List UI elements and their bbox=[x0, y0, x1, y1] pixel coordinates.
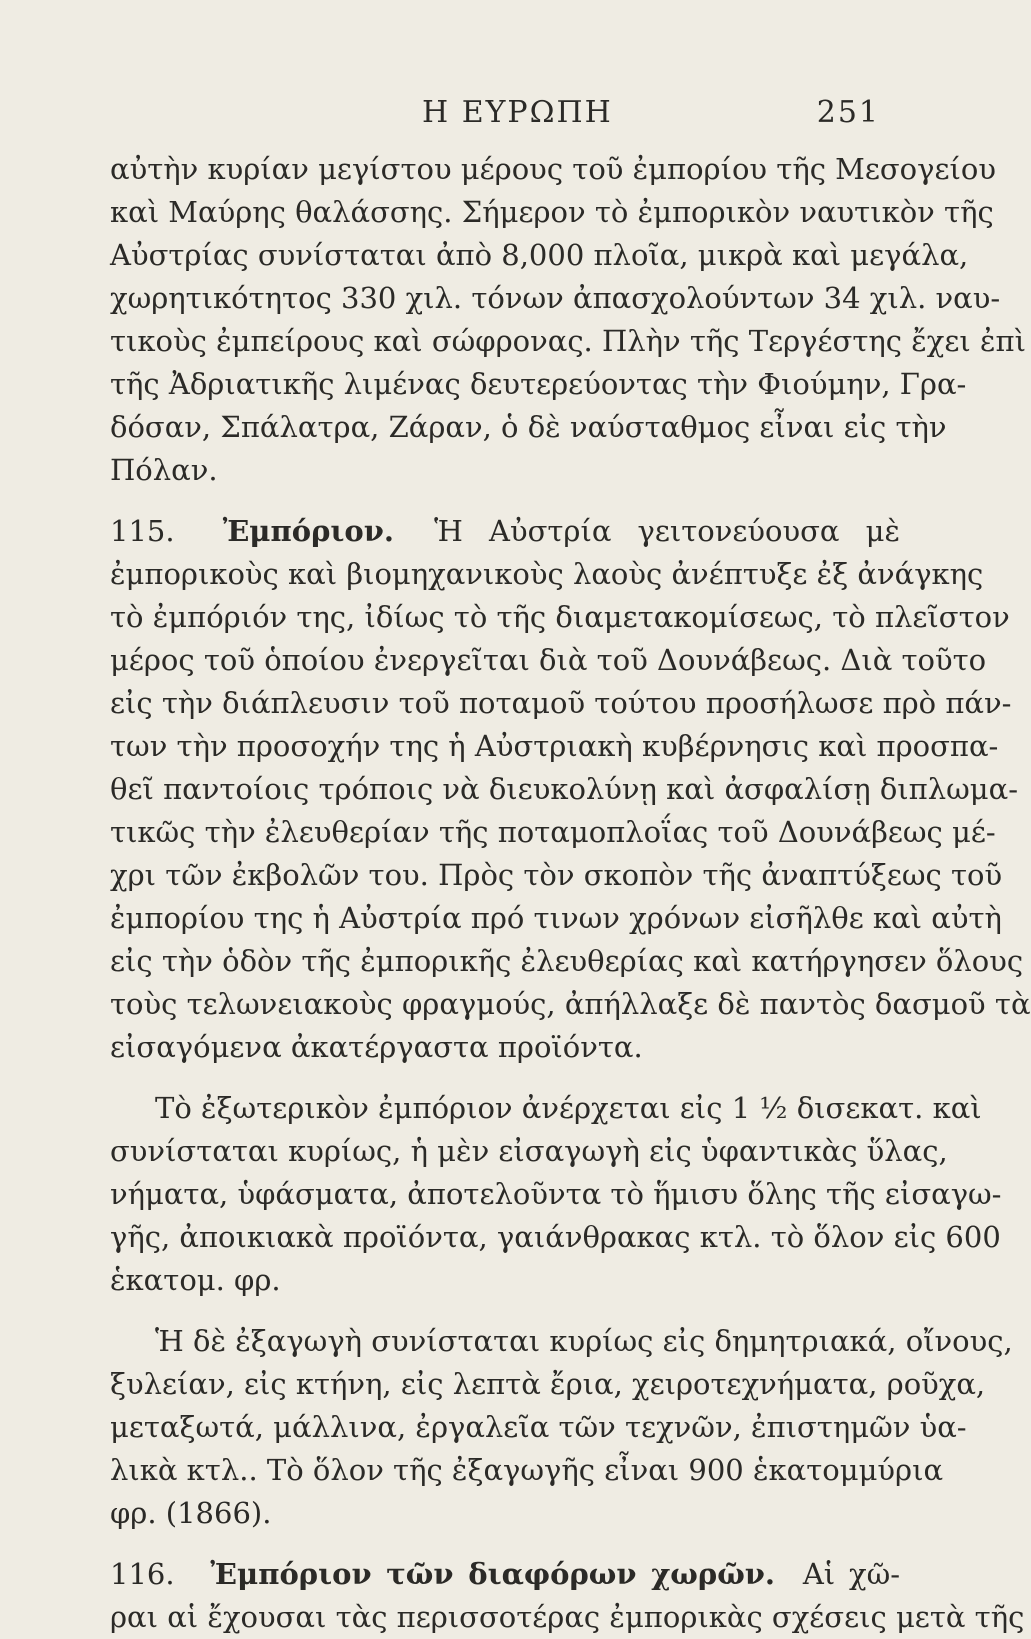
section-title: Ἐμπόριον τῶν διαφόρων χωρῶν. bbox=[210, 1557, 776, 1591]
text-line: ξυλείαν, εἰς κτήνη, εἰς λεπτὰ ἔρια, χειροτεχνήματα, ροῦχα, bbox=[110, 1367, 986, 1401]
text-line: εἰσαγόμενα ἀκατέργαστα προϊόντα. bbox=[110, 1030, 643, 1064]
text-line: καὶ Μαύρης θαλάσσης. Σήμερον τὸ ἐμπορικὸν ναυτικὸν τῆς bbox=[110, 195, 994, 229]
paragraph-gap bbox=[110, 1069, 900, 1087]
section-first-line-text: Αἱ χῶ- bbox=[802, 1557, 901, 1591]
text-line: τικῶς τὴν ἐλευθερίαν τῆς ποταμοπλοΐας τοῦ Δουνάβεως μέ- bbox=[110, 815, 996, 849]
text-line: τικοὺς ἐμπείρους καὶ σώφρονας. Πλὴν τῆς Τεργέστης ἔχει ἐπὶ bbox=[110, 324, 1026, 358]
section-number: 116. bbox=[110, 1557, 175, 1591]
text-line: τῆς Ἀδριατικῆς λιμένας δευτερεύοντας τὴν Φιούμην, Γρα- bbox=[110, 367, 967, 401]
text-line: νήματα, ὑφάσματα, ἀποτελοῦντα τὸ ἥμισυ ὅλης τῆς εἰσαγω- bbox=[110, 1177, 1002, 1211]
paragraph-gap bbox=[110, 492, 900, 510]
text-line: γῆς, ἀποικιακὰ προϊόντα, γαιάνθρακας κτλ. τὸ ὅλον εἰς 600 bbox=[110, 1220, 1001, 1254]
text-line: φρ. (1866). bbox=[110, 1496, 272, 1530]
section-first-line-text: Ἡ Αὐστρία γειτονεύουσα μὲ bbox=[434, 514, 901, 548]
text-line: Τὸ ἐξωτερικὸν ἐμπόριον ἀνέρχεται εἰς 1 ½ δισεκατ. καὶ bbox=[155, 1091, 982, 1125]
text-line: εἰς τὴν διάπλευσιν τοῦ ποταμοῦ τούτου προσήλωσε πρὸ πάν- bbox=[110, 686, 1012, 720]
section-heading-line bbox=[110, 510, 900, 553]
text-line: ἑκατομ. φρ. bbox=[110, 1263, 281, 1297]
page-number: 251 bbox=[816, 95, 880, 130]
text-line: τοὺς τελωνειακοὺς φραγμούς, ἀπήλλαξε δὲ παντὸς δασμοῦ τὰ bbox=[110, 987, 1031, 1021]
text-line: Ἡ δὲ ἐξαγωγὴ συνίσταται κυρίως εἰς δημητριακά, οἴνους, bbox=[155, 1324, 1013, 1358]
paragraph-1 bbox=[110, 148, 1026, 492]
text-line: Αὐστρίας συνίσταται ἀπὸ 8,000 πλοῖα, μικρὰ καὶ μεγάλα, bbox=[110, 238, 969, 272]
section-116 bbox=[110, 1553, 1025, 1639]
text-line: αὐτὴν κυρίαν μεγίστου μέρους τοῦ ἐμπορίου τῆς Μεσογείου bbox=[110, 152, 996, 186]
text-line: ραι αἱ ἔχουσαι τὰς περισσοτέρας ἐμπορικὰς σχέσεις μετὰ τῆς bbox=[110, 1600, 1025, 1634]
running-title: Η ΕΥΡΩΠΗ bbox=[422, 95, 613, 130]
text-line: μεταξωτά, μάλλινα, ἐργαλεῖα τῶν τεχνῶν, ἐπιστημῶν ὑα- bbox=[110, 1410, 967, 1444]
paragraph-gap bbox=[110, 1535, 900, 1553]
text-line: θεῖ παντοίοις τρόποις νὰ διευκολύνῃ καὶ ἀσφαλίσῃ διπλωμα- bbox=[110, 772, 1018, 806]
text-line: λικὰ κτλ.. Τὸ ὅλον τῆς ἐξαγωγῆς εἶναι 900 ἑκατομμύρια bbox=[110, 1453, 944, 1487]
paragraph-gap bbox=[110, 1302, 900, 1320]
text-line: συνίσταται κυρίως, ἡ μὲν εἰσαγωγὴ εἰς ὑφαντικὰς ὕλας, bbox=[110, 1134, 948, 1168]
text-line: τὸ ἐμπόριόν της, ἰδίως τὸ τῆς διαμετακομίσεως, τὸ πλεῖστον bbox=[110, 600, 1010, 634]
section-number: 115. bbox=[110, 514, 175, 548]
text-line: των τὴν προσοχήν της ἡ Αὐστριακὴ κυβέρνησις καὶ προσπα- bbox=[110, 729, 999, 763]
page-header bbox=[0, 95, 996, 135]
text-line: χρι τῶν ἐκβολῶν του. Πρὸς τὸν σκοπὸν τῆς ἀναπτύξεως τοῦ bbox=[110, 858, 1003, 892]
text-line: χωρητικότητος 330 χιλ. τόνων ἀπασχολούντων 34 χιλ. ναυ- bbox=[110, 281, 1001, 315]
text-line: ἐμπορικοὺς καὶ βιομηχανικοὺς λαοὺς ἀνέπτυξε ἐξ ἀνάγκης bbox=[110, 557, 984, 591]
section-115 bbox=[110, 510, 1031, 1535]
text-line: Πόλαν. bbox=[110, 453, 218, 487]
body-text bbox=[110, 148, 1031, 1639]
text-line: ἐμπορίου της ἡ Αὐστρία πρό τινων χρόνων εἰσῆλθε καὶ αὐτὴ bbox=[110, 901, 1002, 935]
text-line: μέρος τοῦ ὁποίου ἐνεργεῖται διὰ τοῦ Δουνάβεως. Διὰ τοῦτο bbox=[110, 643, 987, 677]
text-line: δόσαν, Σπάλατρα, Ζάραν, ὁ δὲ ναύσταθμος εἶναι εἰς τὴν bbox=[110, 410, 947, 444]
section-title: Ἐμπόριον. bbox=[222, 514, 394, 548]
text-line: εἰς τὴν ὁδὸν τῆς ἐμπορικῆς ἐλευθερίας καὶ κατήργησεν ὅλους bbox=[110, 944, 1024, 978]
section-heading-line bbox=[110, 1553, 900, 1596]
